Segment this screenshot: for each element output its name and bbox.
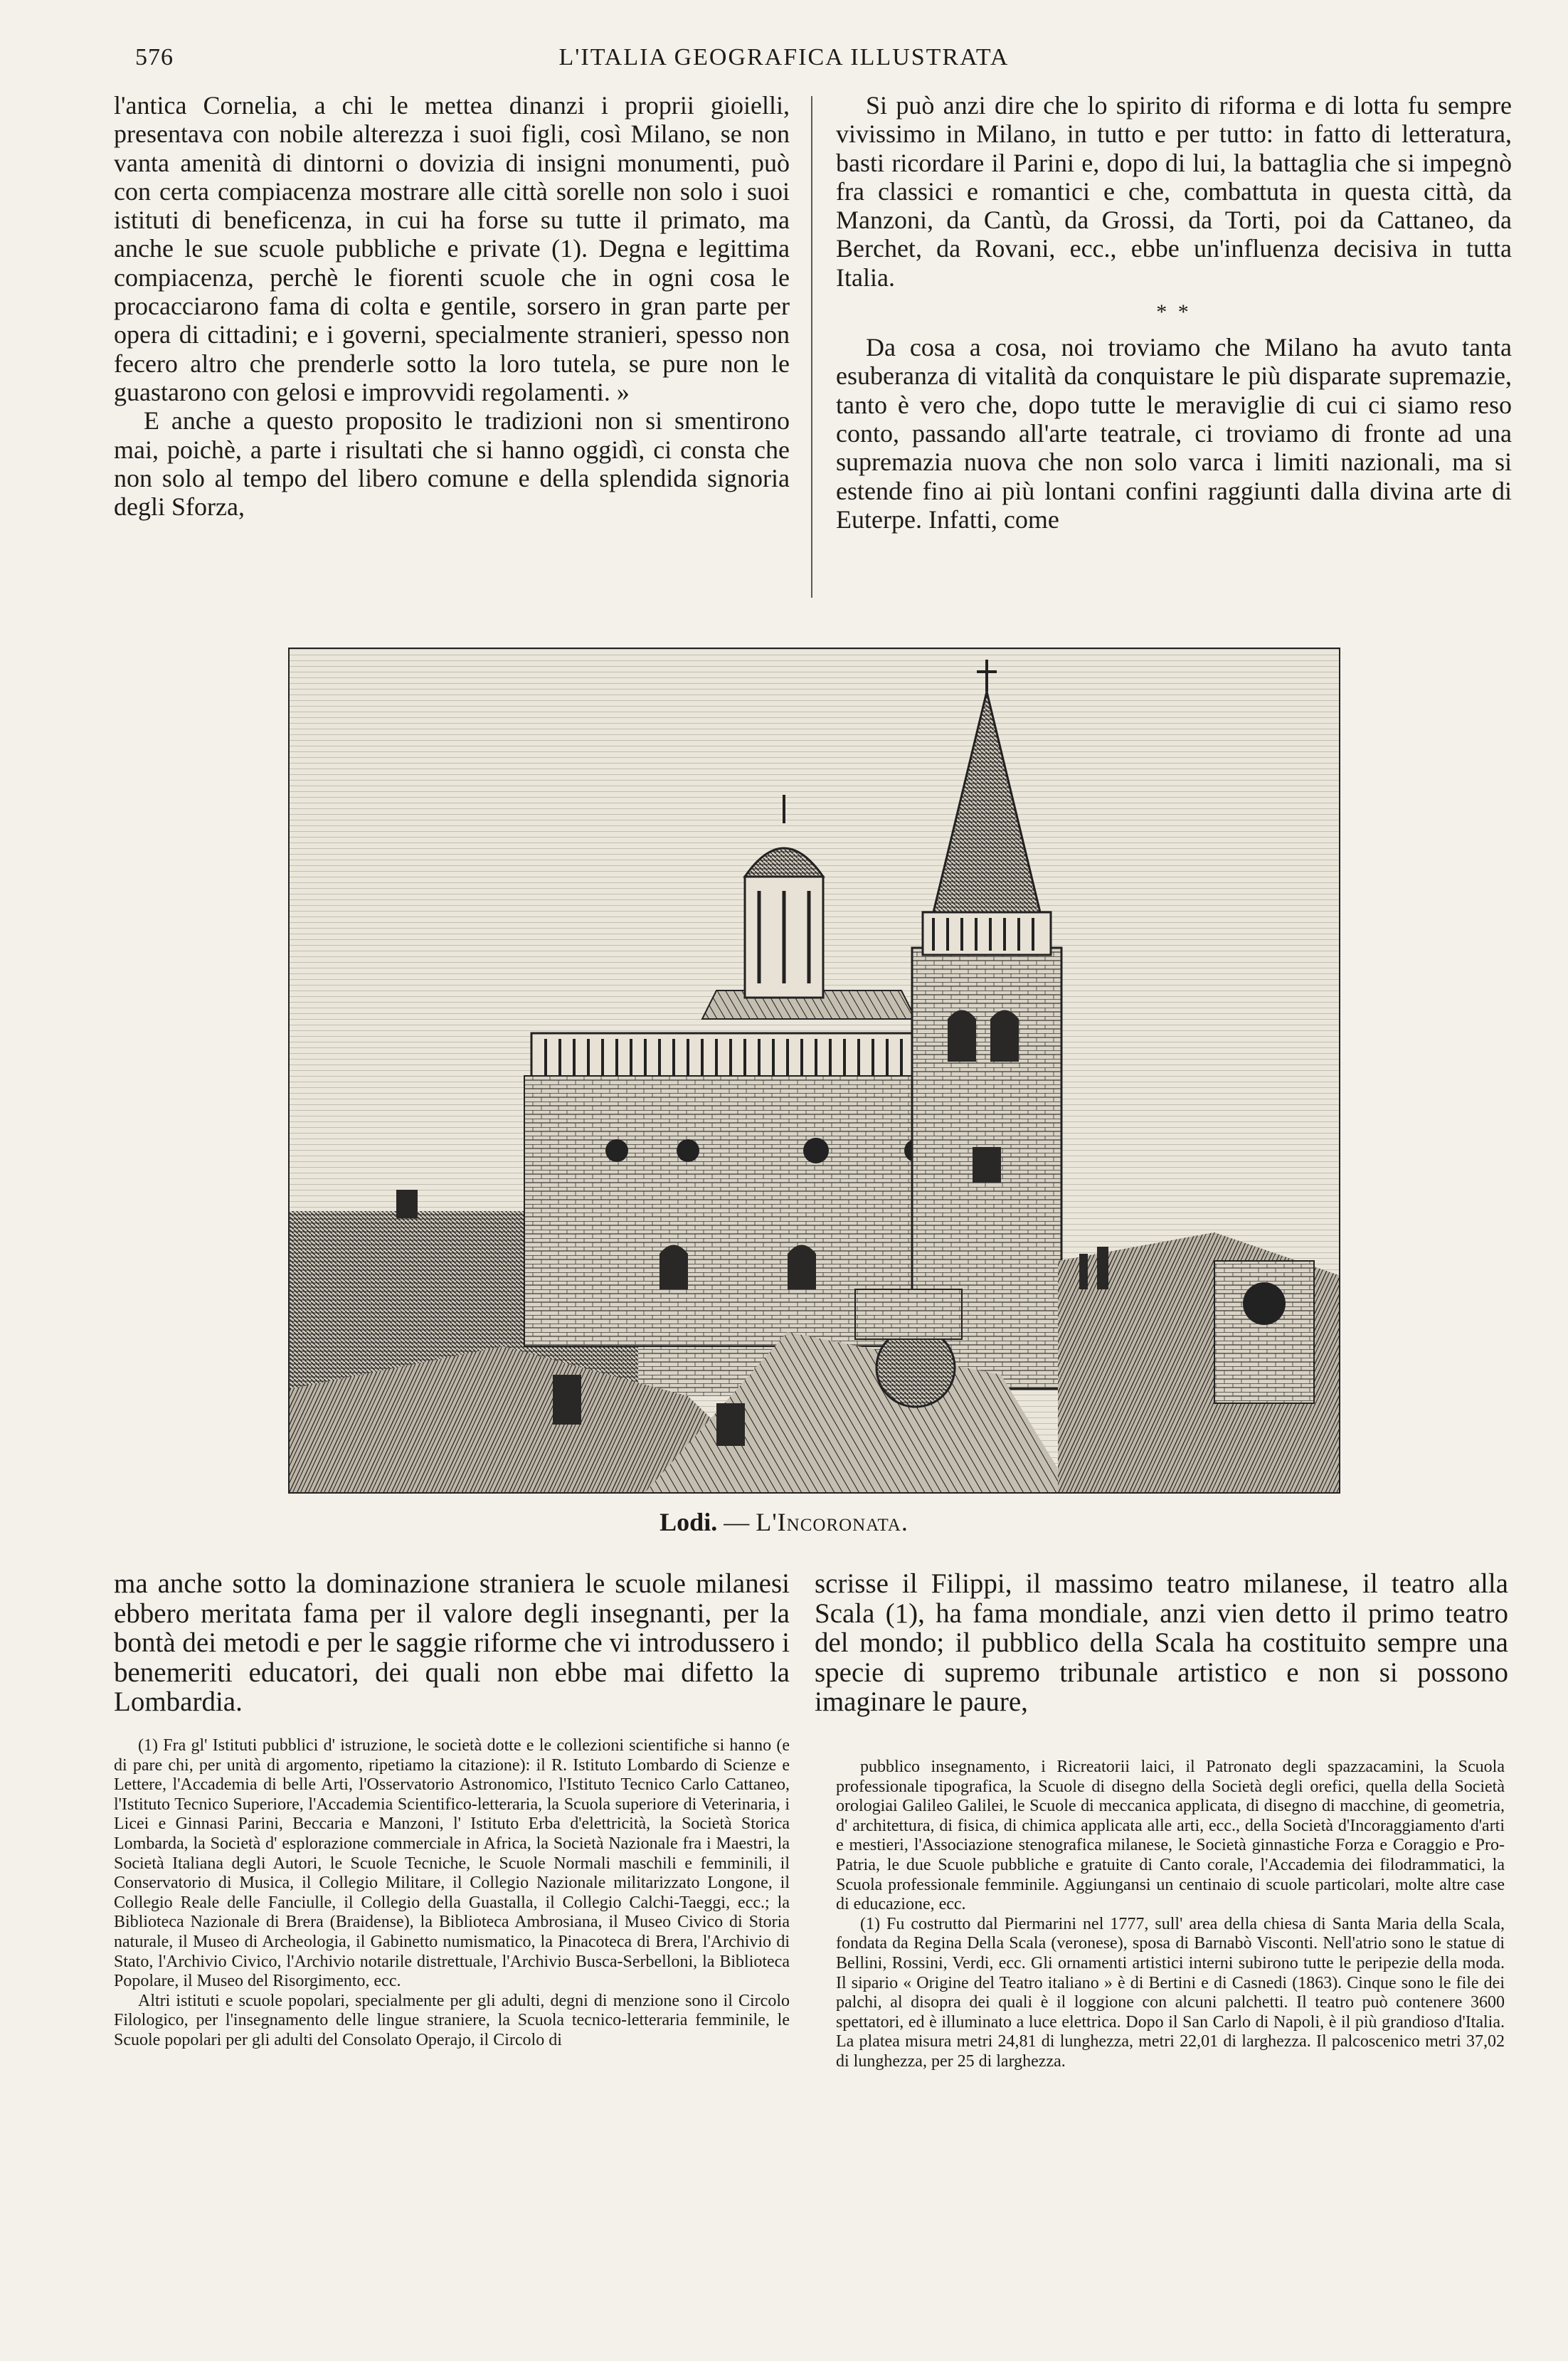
paragraph: l'antica Cornelia, a chi le mettea dinanzi i proprii gioielli, presentava con nobile alterezza i suoi figli, così Milano, se non vanta amenità di dintorni o dovizia di insigni monumenti, può con certa compiacenza mostrare alle città sorelle non solo i suoi istituti di beneficenza, in cui ha forse su tutte il primato, ma anche le sue scuole pubbliche e private (1). Degna e legittima compiacenza, perchè le fiorenti scuole che in ogni cosa le procacciarono fama di colta e gentile, sorsero in gran parte per opera di cittadini; e i governi, specialmente stranieri, spesso non fecero altro che prenderle sotto la loro tutela, se pure non le guastarono con gelosi e improvvidi regolamenti. »	[114, 91, 790, 406]
column-bottom-left	[114, 1569, 790, 1717]
column-rule	[811, 96, 812, 598]
footnotes-right	[836, 1758, 1505, 2072]
section-separator: * *	[1156, 300, 1192, 324]
column-top-left	[114, 91, 790, 521]
footnotes-left	[114, 1736, 790, 2051]
column-bottom-right	[815, 1569, 1508, 1717]
caption-place: Lodi.	[659, 1508, 718, 1536]
footnote: Altri istituti e scuole popolari, specialmente per gli adulti, degni di menzione sono il Circolo Filologico, per l'insegnamento delle lingue straniere, la Scuola tecnico-letteraria femminile, le Scuole popolari per gli adulti del Consolato Operajo, il Circolo di	[114, 1991, 790, 2049]
figure-caption	[0, 1507, 1568, 1537]
running-head	[0, 44, 1568, 80]
journal-title: L'ITALIA GEOGRAFICA ILLUSTRATA	[558, 44, 1010, 70]
paragraph: E anche a questo proposito le tradizioni non si smentirono mai, poichè, a parte i risultati che si hanno oggidì, ci consta che non solo al tempo del libero comune e della splendida signoria degli Sforza,	[114, 406, 790, 522]
column-top-right	[836, 91, 1512, 534]
caption-subject: L'Incoronata.	[756, 1508, 909, 1536]
paragraph: Da cosa a cosa, noi troviamo che Milano ha avuto tanta esuberanza di vitalità da conquistare le più disparate supremazie, tanto è vero che, dopo tutte le meraviglie di cui ci siamo reso conto, passando all'arte teatrale, ci troviamo di fronte ad una supremazia nuova che non solo varca i limiti nazionali, ma si estende fino ai più lontani confini raggiunti dalla divina arte di Euterpe. Infatti, come	[836, 333, 1512, 534]
paragraph: scrisse il Filippi, il massimo teatro milanese, il teatro alla Scala (1), ha fama mondiale, anzi vien detto il primo teatro del mondo; il pubblico della Scala ha costituito sempre una specie di supremo tribunale artistico e non si possono imaginare le paure,	[815, 1568, 1508, 1717]
paragraph: ma anche sotto la dominazione straniera le scuole milanesi ebbero meritata fama per il valore degli insegnanti, per la bontà dei metodi e per le saggie riforme che vi introdussero i benemeriti educatori, dei quali non ebbe mai difetto la Lombardia.	[114, 1568, 790, 1717]
footnote: pubblico insegnamento, i Ricreatorii laici, il Patronato degli spazzacamini, la Scuola professionale tipografica, la Scuole di disegno della Società degli orefici, quella della Società orologiai Galileo Galilei, le Scuole di meccanica applicata, di disegno di macchine, di geometria, d' architettura, di fisica, di chimica applicata alle arti, ecc., della Società d'Incoraggiamento d'arti e mestieri, l'Associazione stenografica milanese, le Società ginnastiche Forza e Coraggio e Pro-Patria, le due Scuole pubbliche e gratuite di Canto corale, l'Accademia dei filodrammatici, la Scuola professionale femminile. Aggiungansi un centinaio di scuole particolari, molte altre case di educazione, ecc.	[836, 1758, 1505, 1914]
footnote: (1) Fra gl' Istituti pubblici d' istruzione, le società dotte e le collezioni scientifiche si hanno (e di pare chi, per unità di argomento, ripetiamo la citazione): il R. Istituto Lombardo di Scienze e Lettere, l'Accademia di belle Arti, l'Osservatorio Astronomico, l'Istituto Tecnico Carlo Cattaneo, l'Istituto Tecnico Superiore, l'Accademia Scientifico-letteraria, la Scuola superiore di Veterinaria, i Licei e Ginnasi Parini, Beccaria e Manzoni, l' Istituto Erba d'elettricità, la Società Storica Lombarda, la Società d' esplorazione commerciale in Africa, la Società Nazionale fra i Maestri, la Società Italiana degli Autori, le Scuole Tecniche, le Scuole Normali maschili e femminili, il Conservatorio di Musica, il Collegio Militare, il Collegio Nazionale militarizzato Longone, il Collegio Reale delle Fanciulle, il Collegio della Guastalla, il Collegio Calchi-Taeggi, ecc.; la Biblioteca Nazionale di Brera (Braidense), la Biblioteca Ambrosiana, il Museo Civico di Storia naturale, il Museo di Archeologia, il Gabinetto numismatico, la Pinacoteca di Brera, l'Archivio di Stato, l'Archivio Civico, l'Archivio notarile distrettuale, l'Archivio Busca-Serbelloni, la Biblioteca Popolare, il Museo del Risorgimento, ecc.	[114, 1736, 790, 1991]
page-number: 576	[135, 44, 174, 70]
paragraph: Si può anzi dire che lo spirito di riforma e di lotta fu sempre vivissimo in Milano, in tutto e per tutto: in fatto di letteratura, basti ricordare il Parini e, dopo di lui, la battaglia che si impegnò fra classici e romantici e che, combattuta in questa città, da Manzoni, da Cantù, da Grossi, da Torti, poi da Cattaneo, da Berchet, da Rovani, ecc., ebbe un'influenza decisiva in tutta Italia.	[836, 91, 1512, 292]
caption-dash: —	[724, 1508, 750, 1536]
engraving-illustration	[288, 648, 1340, 1494]
footnote: (1) Fu costrutto dal Piermarini nel 1777, sull' area della chiesa di Santa Maria della Scala, fondata da Regina Della Scala (veronese), sposa di Barnabò Visconti. Nell'atrio sono le statue di Bellini, Rossini, Verdi, ecc. Gli ornamenti artistici interni subirono tutte le peripezie della moda. Il sipario « Origine del Teatro italiano » è di Bertini e di Casnedi (1863). Cinque sono le file dei palchi, al disopra dei quali è il loggione con alcuni palchetti. Il teatro può contenere 3600 spettatori, ed è illuminato a luce elettrica. Dopo il San Carlo di Napoli, è il più grandioso d'Italia. La platea misura metri 24,81 di lunghezza, metri 22,01 di larghezza. Il palcoscenico metri 37,02 di lunghezza, per 25 di larghezza.	[836, 1914, 1505, 2071]
